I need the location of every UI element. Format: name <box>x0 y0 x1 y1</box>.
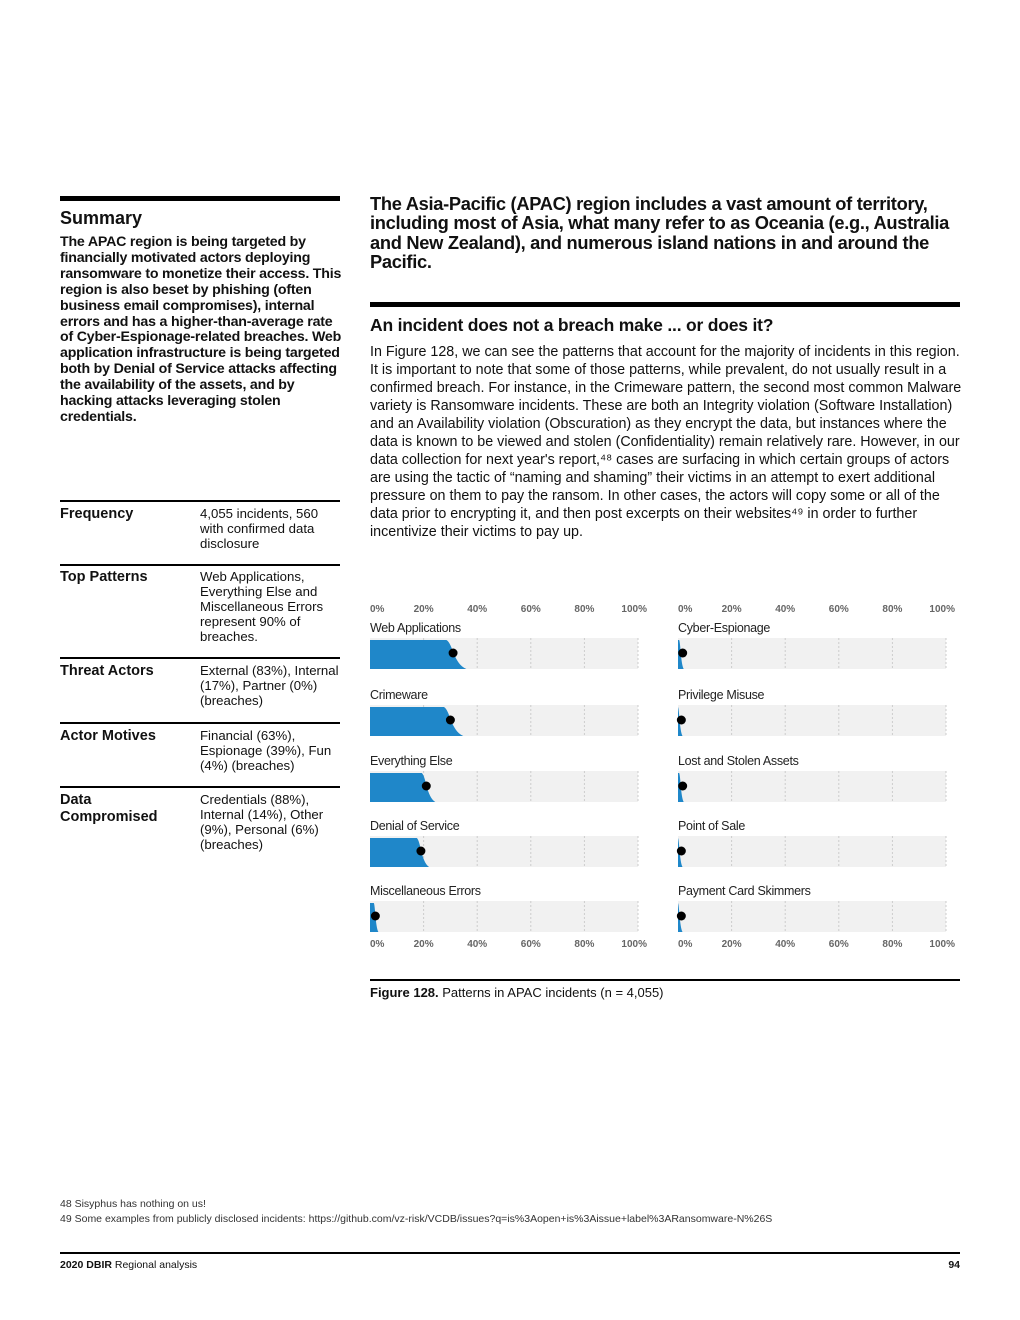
fact-label-actor-motives: Actor Motives <box>60 728 156 744</box>
tick-label: 100% <box>621 604 647 615</box>
bar-point <box>677 912 686 921</box>
caption-rule <box>370 979 960 981</box>
footer-section-name: Regional analysis <box>114 1259 198 1271</box>
tick-label: 0% <box>678 939 693 950</box>
category-label: Denial of Service <box>370 819 460 833</box>
category-label: Payment Card Skimmers <box>678 884 811 898</box>
fact-label-frequency: Frequency <box>60 506 134 522</box>
bar-background <box>678 901 946 932</box>
intro-paragraph: The Asia-Pacific (APAC) region includes a vast amount of territory, including most of Asia, what many refer to as Oceania (e.g., Australia and New Zealand), and numerous island nations in and around the Pacific. <box>370 193 950 273</box>
tick-label: 40% <box>467 939 488 950</box>
section-title: An incident does not a breach make ... or does it? <box>370 315 774 335</box>
bar-point <box>677 847 686 856</box>
fact-value-frequency: 4,055 incidents, 560 with confirmed data disclosure <box>200 506 319 551</box>
bar-point <box>678 782 687 791</box>
tick-label: 40% <box>775 604 796 615</box>
figure-caption-text: Patterns in APAC incidents (n = 4,055) <box>442 985 664 1000</box>
bar-background <box>678 705 946 736</box>
bar-point <box>677 716 686 725</box>
fact-value-actor-motives: Financial (63%), Espionage (39%), Fun (4%) (breaches) <box>200 728 332 773</box>
facts-rule <box>60 564 340 566</box>
facts-rule <box>60 657 340 659</box>
section-top-rule <box>370 302 960 307</box>
tick-label: 100% <box>929 604 955 615</box>
tick-label: 20% <box>721 604 742 615</box>
page-number: 94 <box>948 1259 960 1271</box>
tick-label: 80% <box>574 939 595 950</box>
footer-report-name: 2020 DBIR <box>60 1259 112 1271</box>
figure-label: Figure 128. <box>370 985 439 1000</box>
fact-label-threat-actors: Threat Actors <box>60 663 154 679</box>
tick-label: 80% <box>882 939 903 950</box>
fact-value-data-compromised: Credentials (88%), Internal (14%), Other (9%), Personal (6%) (breaches) <box>200 792 324 852</box>
category-label: Cyber-Espionage <box>678 621 771 635</box>
tick-label: 40% <box>775 939 796 950</box>
tick-label: 40% <box>467 604 488 615</box>
patterns-chart <box>360 598 980 958</box>
tick-label: 60% <box>520 939 541 950</box>
category-label: Crimeware <box>370 688 428 702</box>
category-label: Privilege Misuse <box>678 688 765 702</box>
summary-top-rule <box>60 196 340 201</box>
bar-point <box>422 782 431 791</box>
bar-point <box>416 847 425 856</box>
tick-label: 60% <box>828 604 849 615</box>
bar-point <box>449 649 458 658</box>
fact-label-data-compromised: Data Compromised <box>60 792 158 825</box>
section-body: In Figure 128, we can see the patterns that account for the majority of incidents in this region. It is important to note that some of those patterns, while prevalent, do not usually result in a confirmed breach. For instance, in the Crimeware pattern, the second most common Malware variety is Ransomware incidents. These are both an Integrity violation (Software Installation) and an Availability violation (Obscuration) as they encrypt the data, but instances where the data is known to be viewed and stolen (Confidentiality) remain relatively rare. However, in our data collection for next year's report,⁴⁸ cases are surfacing in which certain groups of actors are using the tactic of “naming and shaming” their victims in an attempt to exert additional pressure on them to pay the ransom. In other cases, the actors will copy some or all of the data prior to encrypting it, and then post excerpts on their websites⁴⁹ in order to further incentivize their victims to pay up. <box>370 344 962 540</box>
footnote-48: 48 Sisyphus has nothing on us! <box>60 1198 206 1210</box>
tick-label: 100% <box>929 939 955 950</box>
category-label: Point of Sale <box>678 819 745 833</box>
summary-body: The APAC region is being targeted by financially motivated actors deploying ransomware to monetize their access. This region is also beset by phishing (often business email compromises), internal errors and has a higher-than-average rate of Cyber-Espionage-related breaches. Web application infrastructure is being targeted both by Denial of Service attacks affecting the availability of the assets, and by hacking attacks leveraging stolen credentials. <box>60 234 342 425</box>
facts-rule <box>60 786 340 788</box>
category-label: Everything Else <box>370 754 453 768</box>
tick-label: 80% <box>574 604 595 615</box>
footnote-49: 49 Some examples from publicly disclosed incidents: https://github.com/vz-risk/VCDB/issues?q=is%3Aopen+is%3Aissue+label%3ARansomware-N%26S <box>60 1213 773 1225</box>
category-label: Miscellaneous Errors <box>370 884 481 898</box>
tick-label: 60% <box>828 939 849 950</box>
footer-rule <box>60 1252 960 1254</box>
bar-background <box>678 771 946 802</box>
bar-background <box>678 638 946 669</box>
tick-label: 20% <box>413 604 434 615</box>
fact-value-top-patterns: Web Applications, Everything Else and Miscellaneous Errors represent 90% of breaches. <box>200 569 324 644</box>
bar-point <box>371 912 380 921</box>
footer-report-title <box>60 1259 197 1271</box>
tick-label: 60% <box>520 604 541 615</box>
tick-label: 0% <box>678 604 693 615</box>
tick-label: 0% <box>370 604 385 615</box>
tick-label: 0% <box>370 939 385 950</box>
summary-title: Summary <box>60 208 143 228</box>
tick-label: 80% <box>882 604 903 615</box>
category-label: Web Applications <box>370 621 461 635</box>
bar-point <box>446 716 455 725</box>
figure-caption <box>370 985 664 1000</box>
facts-rule <box>60 722 340 724</box>
facts-rule <box>60 500 340 502</box>
tick-label: 20% <box>721 939 742 950</box>
category-label: Lost and Stolen Assets <box>678 754 799 768</box>
bar-point <box>678 649 687 658</box>
tick-label: 20% <box>413 939 434 950</box>
tick-label: 100% <box>621 939 647 950</box>
fact-value-threat-actors: External (83%), Internal (17%), Partner (0%) (breaches) <box>200 663 339 708</box>
bar-background <box>678 836 946 867</box>
bar-background <box>370 901 638 932</box>
fact-label-top-patterns: Top Patterns <box>60 569 148 585</box>
